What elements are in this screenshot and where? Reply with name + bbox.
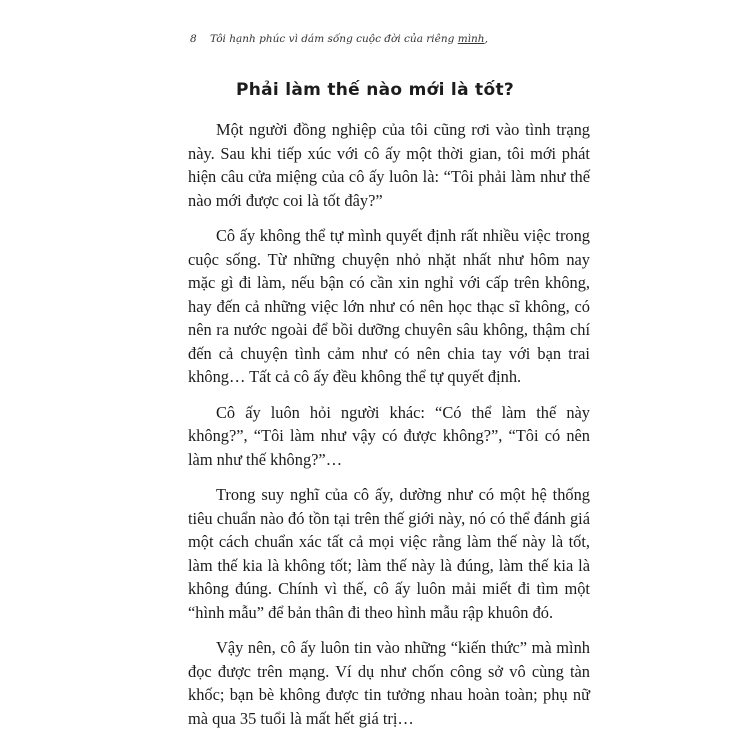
paragraph: Vậy nên, cô ấy luôn tin vào những “kiến thức” mà mình đọc được trên mạng. Ví dụ như chốn công sở vô cùng tàn khốc; bạn bè không được tin tưởng nhau hoàn toàn; phụ nữ mà qua 35 tuổi là mất hết giá trị… (188, 638, 590, 728)
book-title-comma: , (484, 33, 488, 45)
running-header (190, 33, 488, 45)
paragraph: Cô ấy luôn hỏi người khác: “Có thể làm thế này không?”, “Tôi làm như vậy có được không?”, “Tôi có nên làm như thế không?”… (188, 402, 590, 469)
section-title: Phải làm thế nào mới là tốt? (235, 80, 515, 100)
page-number: 8 (190, 33, 197, 45)
paragraph: Một người đồng nghiệp của tôi cũng rơi vào tình trạng này. Sau khi tiếp xúc với cô ấy một thời gian, tôi mới phát hiện câu cửa miệng của cô ấy luôn là: “Tôi phải làm như thế nào mới được coi là tốt đây?” (188, 120, 590, 210)
body-text (188, 118, 590, 742)
paragraph: Trong suy nghĩ của cô ấy, dường như có một hệ thống tiêu chuẩn nào đó tồn tại trên thế giới này, nó có thể đánh giá một cách chuẩn xác tất cả mọi việc rằng làm thế này là tốt, làm thế kia là không tốt; làm thế này là đúng, làm thế kia là không đúng. Chính vì thế, cô ấy luôn mải miết đi tìm một “hình mẫu” để bản thân đi theo hình mẫu rập khuôn đó. (188, 485, 590, 622)
book-title-end: mình (457, 33, 485, 45)
paragraph: Cô ấy không thể tự mình quyết định rất nhiều việc trong cuộc sống. Từ những chuyện nhỏ nhặt nhất như hôm nay mặc gì đi làm, nếu bận có cần xin nghỉ với cấp trên không, hay đến cả những việc lớn như có nên học thạc sĩ không, có nên ra nước ngoài để bồi dưỡng chuyên sâu không, thậm chí đến cả chuyện tình cảm như có nên chia tay với bạn trai không… Tất cả cô ấy đều không thể tự quyết định. (188, 226, 590, 386)
book-title: Tôi hạnh phúc vì dám sống cuộc đời của riêng (210, 33, 455, 45)
